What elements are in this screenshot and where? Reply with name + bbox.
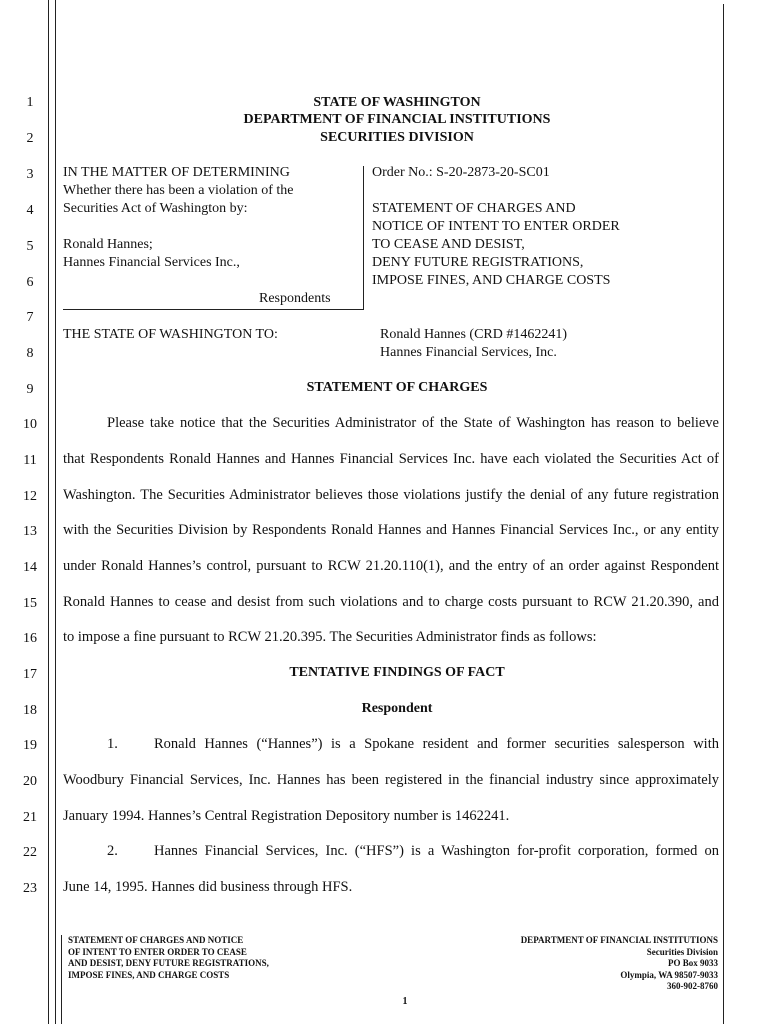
order-title-line: STATEMENT OF CHARGES AND [372, 201, 576, 216]
margin-rule-left-outer [48, 0, 49, 1024]
footer-right-line: Olympia, WA 98507-9033 [620, 969, 718, 980]
order-title-line: NOTICE OF INTENT TO ENTER ORDER [372, 219, 620, 234]
intro-line: with the Securities Division by Respondents Ronald Hannes and Hannes Financial Services Inc., or any entity [63, 522, 719, 538]
addressee-name: Hannes Financial Services, Inc. [380, 345, 557, 360]
line-number: 14 [23, 560, 37, 575]
line-number: 6 [26, 275, 34, 290]
order-number: Order No.: S-20-2873-20-SC01 [372, 165, 550, 180]
line-number: 9 [26, 382, 34, 397]
footer-agency-address [521, 935, 718, 993]
addressee-label: THE STATE OF WASHINGTON TO: [63, 327, 278, 342]
caption-underline [63, 309, 363, 310]
line-number: 7 [26, 310, 34, 325]
line-number: 4 [26, 203, 34, 218]
footer-left-line: AND DESIST, DENY FUTURE REGISTRATIONS, [68, 958, 269, 968]
header-state: STATE OF WASHINGTON [313, 95, 481, 110]
line-number: 5 [26, 239, 34, 254]
footer-right-line: PO Box 9033 [667, 958, 718, 968]
intro-line: Ronald Hannes to cease and desist from such violations and to charge costs pursuant to RCW 21.20.390, and [63, 594, 719, 610]
order-title-line: DENY FUTURE REGISTRATIONS, [372, 255, 584, 270]
caption-divider [363, 166, 364, 310]
margin-rule-left-footer [61, 935, 62, 1024]
paragraph-number: 1. [107, 736, 118, 752]
paragraph-number: 2. [107, 843, 118, 859]
line-number: 2 [26, 131, 34, 146]
caption-matter-line: Whether there has been a violation of the [63, 183, 294, 198]
intro-line: that Respondents Ronald Hannes and Hannes Financial Services Inc. have each violated the Securities Act of [63, 451, 719, 467]
line-number: 21 [23, 810, 37, 825]
caption-respondent-name: Hannes Financial Services Inc., [63, 255, 240, 270]
header-division: SECURITIES DIVISION [320, 130, 474, 145]
intro-line: under Ronald Hannes’s control, pursuant to RCW 21.20.110(1), and the entry of an order against Respondent [63, 558, 719, 574]
footer-right-line: Securities Division [646, 946, 718, 957]
paragraph-line: January 1994. Hannes’s Central Registration Depository number is 1462241. [63, 808, 510, 824]
section-heading-findings: TENTATIVE FINDINGS OF FACT [289, 665, 505, 680]
order-title-line: TO CEASE AND DESIST, [372, 237, 525, 252]
intro-line: Washington. The Securities Administrator believes those violations justify the denial of any future registration [63, 487, 719, 503]
page-number: 1 [402, 996, 408, 1007]
caption-respondent-name: Ronald Hannes; [63, 237, 153, 252]
line-number: 8 [26, 346, 34, 361]
order-title-line: IMPOSE FINES, AND CHARGE COSTS [372, 273, 611, 288]
paragraph-line: Ronald Hannes (“Hannes”) is a Spokane resident and former securities salesperson with [154, 736, 719, 752]
addressee-name: Ronald Hannes (CRD #1462241) [380, 327, 568, 342]
caption-matter-line: Securities Act of Washington by: [63, 201, 248, 216]
caption-matter-line: IN THE MATTER OF DETERMINING [63, 165, 290, 180]
line-number: 16 [23, 631, 37, 646]
paragraph-line: Woodbury Financial Services, Inc. Hannes has been registered in the financial industry since approximately [63, 772, 719, 788]
line-number: 23 [23, 881, 37, 896]
line-number: 11 [23, 453, 37, 468]
footer-left-line: STATEMENT OF CHARGES AND NOTICE [68, 935, 244, 945]
line-number: 22 [23, 845, 37, 860]
footer-right-line: DEPARTMENT OF FINANCIAL INSTITUTIONS [520, 935, 718, 945]
caption-respondents-label: Respondents [259, 291, 331, 306]
line-number: 1 [26, 95, 34, 110]
line-number: 20 [23, 774, 37, 789]
line-number: 13 [23, 524, 37, 539]
footer-left-line: IMPOSE FINES, AND CHARGE COSTS [68, 969, 230, 980]
paragraph-line: June 14, 1995. Hannes did business through HFS. [63, 879, 353, 895]
footer-document-title [68, 935, 269, 981]
line-number: 17 [23, 667, 37, 682]
line-number: 15 [23, 596, 37, 611]
footer-left-line: OF INTENT TO ENTER ORDER TO CEASE [68, 946, 247, 957]
line-number: 18 [23, 703, 37, 718]
section-heading-statement: STATEMENT OF CHARGES [306, 380, 488, 395]
line-number: 12 [23, 489, 37, 504]
margin-rule-left-inner [55, 0, 56, 1024]
margin-rule-right [723, 4, 724, 1024]
intro-line: Please take notice that the Securities Administrator of the State of Washington has reason to believe [107, 415, 719, 431]
subheading-respondent: Respondent [361, 701, 433, 716]
intro-line: to impose a fine pursuant to RCW 21.20.395. The Securities Administrator finds as follows: [63, 629, 597, 645]
paragraph-line: Hannes Financial Services, Inc. (“HFS”) is a Washington for-profit corporation, formed on [154, 843, 719, 859]
header-department: DEPARTMENT OF FINANCIAL INSTITUTIONS [243, 112, 551, 127]
footer-right-line: 360-902-8760 [667, 981, 718, 991]
line-number: 10 [23, 417, 37, 432]
line-number: 19 [23, 738, 37, 753]
line-number: 3 [26, 167, 34, 182]
